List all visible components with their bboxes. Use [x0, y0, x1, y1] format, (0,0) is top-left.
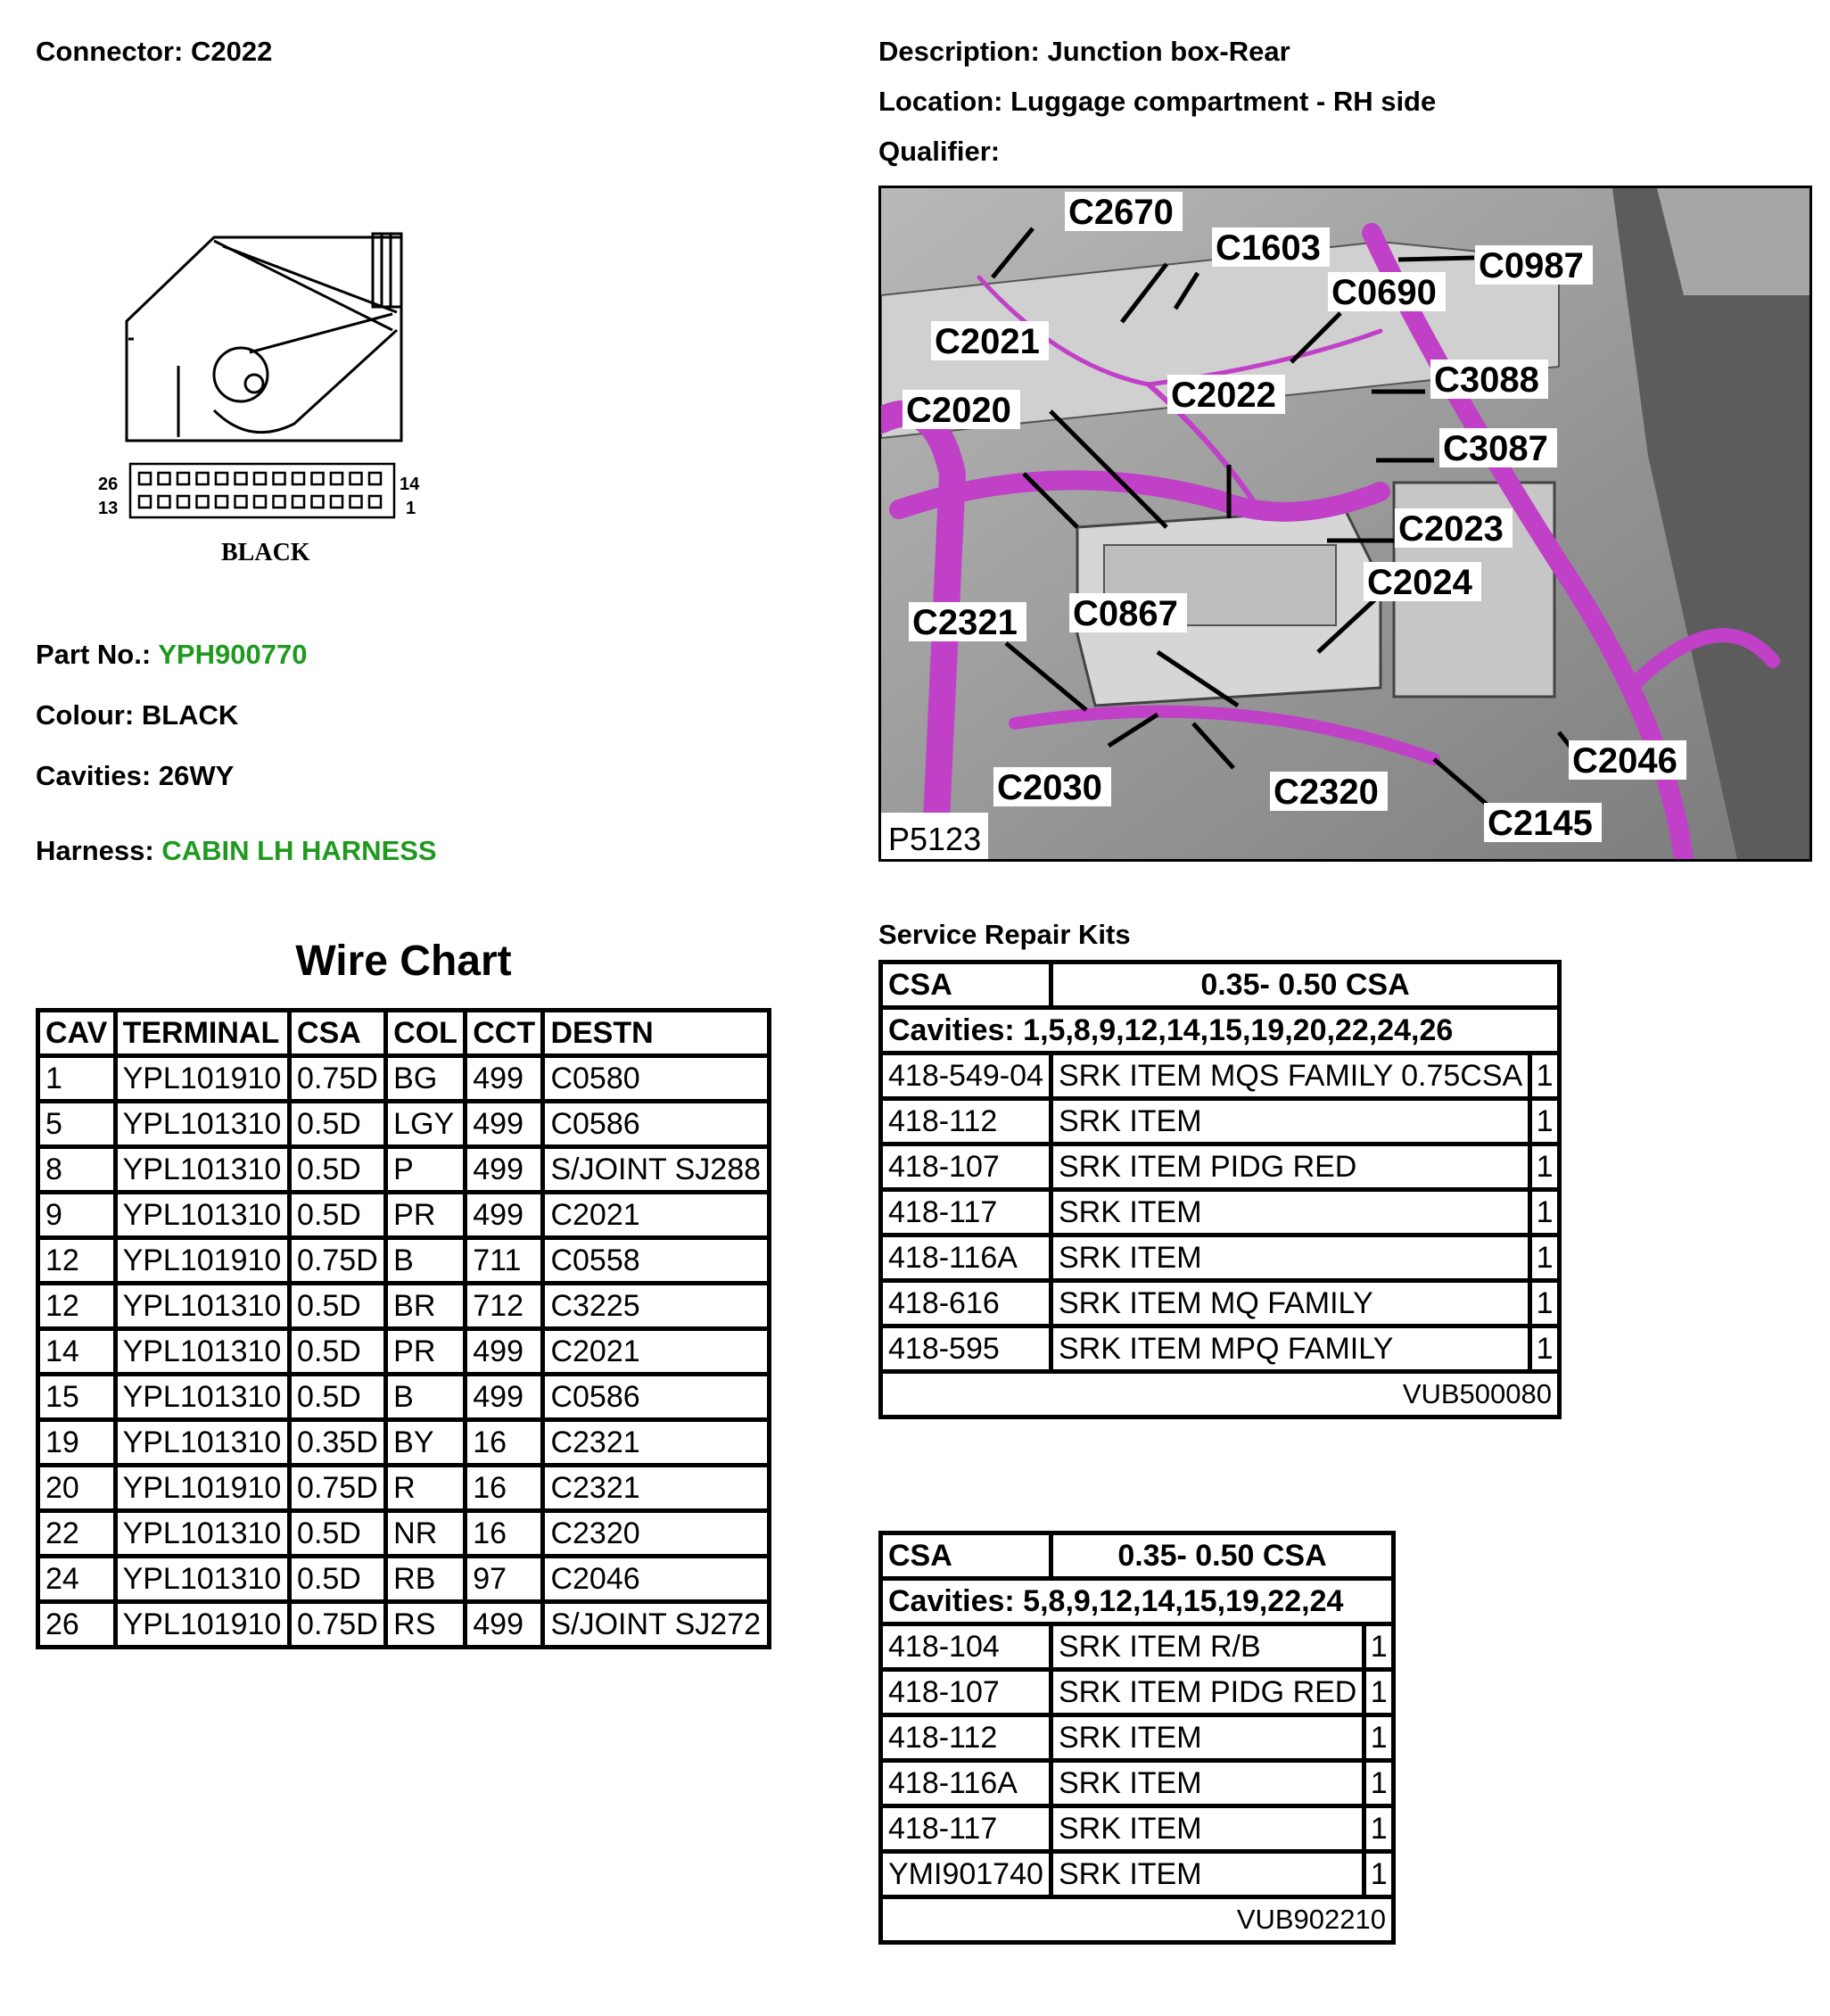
pin-label-1: 1 — [406, 499, 416, 518]
pin-cavity — [331, 496, 342, 508]
table-row — [38, 1147, 770, 1193]
kit-part-number: 418-116A — [881, 1235, 1051, 1281]
table-cell: YPL101910 — [115, 1238, 289, 1284]
table-cell: 16 — [466, 1511, 543, 1557]
wire-chart-header-row — [38, 1011, 770, 1056]
kit-item-qty: 1 — [1530, 1144, 1560, 1190]
pin-cavity — [177, 496, 189, 508]
table-cell: 0.35D — [290, 1420, 386, 1466]
kit-csa-value: 0.35- 0.50 CSA — [1051, 963, 1559, 1008]
kit-item-qty: 1 — [1364, 1761, 1394, 1806]
kit-item-qty: 1 — [1530, 1099, 1560, 1144]
table-cell: C0580 — [543, 1056, 770, 1102]
pin-cavity — [197, 496, 209, 508]
kit-csa-label: CSA — [881, 1533, 1051, 1579]
table-row — [38, 1329, 770, 1375]
kit-cavities: Cavities: 1,5,8,9,12,14,15,19,20,22,24,26 — [881, 1008, 1560, 1053]
table-cell: C2021 — [543, 1193, 770, 1238]
location-value: Luggage compartment - RH side — [1010, 86, 1437, 117]
kit-item-description: SRK ITEM — [1051, 1235, 1529, 1281]
table-row — [881, 1624, 1394, 1670]
table-cell: YPL101310 — [115, 1193, 289, 1238]
table-cell: RS — [386, 1602, 466, 1648]
connector-line — [36, 36, 272, 68]
qualifier-label: Qualifier: — [878, 136, 1001, 167]
table-cell: 26 — [38, 1602, 116, 1648]
pin-cavity — [369, 496, 381, 508]
srk-title: Service Repair Kits — [878, 919, 1131, 950]
srk-table-1 — [878, 960, 1562, 1419]
table-cell: 8 — [38, 1147, 116, 1193]
table-cell: RB — [386, 1557, 466, 1602]
table-cell: YPL101310 — [115, 1420, 289, 1466]
table-row — [881, 1761, 1394, 1806]
pin-cavity — [197, 473, 209, 484]
colour-value: BLACK — [141, 699, 239, 731]
table-row — [881, 1715, 1394, 1761]
table-cell: B — [386, 1375, 466, 1420]
location-label: Location: — [878, 86, 1003, 117]
qualifier-line — [878, 136, 1000, 168]
table-row — [38, 1466, 770, 1511]
table-cell: 12 — [38, 1284, 116, 1329]
table-cell: YPL101910 — [115, 1466, 289, 1511]
table-cell: C2321 — [543, 1420, 770, 1466]
cavities-value: 26WY — [158, 760, 235, 791]
srk-table-2 — [878, 1531, 1396, 1945]
table-cell: YPL101910 — [115, 1602, 289, 1648]
callout-label: C2022 — [1171, 376, 1276, 415]
kit-item-qty: 1 — [1364, 1715, 1394, 1761]
table-row — [881, 1806, 1394, 1852]
kit-item-description: SRK ITEM PIDG RED — [1051, 1670, 1364, 1715]
table-cell: 0.75D — [290, 1238, 386, 1284]
table-row — [38, 1602, 770, 1648]
table-cell: 20 — [38, 1466, 116, 1511]
table-cell: 499 — [466, 1329, 543, 1375]
table-cell: 711 — [466, 1238, 543, 1284]
pin-cavity — [216, 496, 227, 508]
colour-label: Colour: — [36, 699, 135, 731]
kit-csa-label: CSA — [881, 963, 1051, 1008]
harness-label: Harness: — [36, 835, 154, 866]
kit-part-number: 418-549-04 — [881, 1053, 1051, 1099]
kit-number: VUB902210 — [881, 1897, 1394, 1943]
callout-label: C2023 — [1398, 509, 1504, 549]
pin-cavity — [235, 496, 247, 508]
kit-item-qty: 1 — [1530, 1053, 1560, 1099]
kit-part-number: 418-112 — [881, 1099, 1051, 1144]
cavities-label: Cavities: — [36, 760, 152, 791]
callout-label: C2020 — [906, 391, 1011, 430]
table-cell: 5 — [38, 1102, 116, 1147]
table-cell: YPL101910 — [115, 1056, 289, 1102]
table-cell: 22 — [38, 1511, 116, 1557]
kit-item-description: SRK ITEM R/B — [1051, 1624, 1364, 1670]
kit-part-number: YMI901740 — [881, 1852, 1051, 1897]
pin-cavity — [369, 473, 381, 484]
pin-cavity — [350, 473, 362, 484]
kit-part-number: 418-112 — [881, 1715, 1051, 1761]
kit-number-row — [881, 1897, 1394, 1943]
description-line — [878, 36, 1290, 68]
wire-col-header: DESTN — [543, 1011, 770, 1056]
wire-chart-title: Wire Chart — [295, 938, 512, 985]
table-cell: 0.75D — [290, 1466, 386, 1511]
table-cell: 24 — [38, 1557, 116, 1602]
table-cell: C2021 — [543, 1329, 770, 1375]
kit-part-number: 418-117 — [881, 1190, 1051, 1235]
photo-ref: P5123 — [888, 821, 982, 857]
callout-label: C2046 — [1572, 741, 1678, 781]
table-cell: LGY — [386, 1102, 466, 1147]
kit-item-description: SRK ITEM — [1051, 1190, 1529, 1235]
kit-item-description: SRK ITEM — [1051, 1715, 1364, 1761]
pin-cavity — [139, 496, 151, 508]
table-cell: 19 — [38, 1420, 116, 1466]
table-row — [881, 1099, 1560, 1144]
table-cell: 499 — [466, 1193, 543, 1238]
kit-part-number: 418-117 — [881, 1806, 1051, 1852]
description-label: Description: — [878, 36, 1040, 67]
callout-label: C0987 — [1479, 246, 1584, 285]
table-row — [38, 1557, 770, 1602]
table-row — [38, 1238, 770, 1284]
part-value[interactable]: YPH900770 — [158, 639, 308, 670]
drawing-colour-label: BLACK — [221, 539, 310, 566]
part-line — [36, 639, 307, 671]
wire-col-header: CSA — [290, 1011, 386, 1056]
kit-item-description: SRK ITEM — [1051, 1761, 1364, 1806]
table-cell: BG — [386, 1056, 466, 1102]
table-cell: YPL101310 — [115, 1557, 289, 1602]
harness-line — [36, 835, 437, 867]
table-cell: C2320 — [543, 1511, 770, 1557]
table-cell: PR — [386, 1329, 466, 1375]
kit-csa-value: 0.35- 0.50 CSA — [1051, 1533, 1393, 1579]
table-cell: 0.5D — [290, 1193, 386, 1238]
callout-label: C3087 — [1443, 429, 1548, 468]
table-cell: 1 — [38, 1056, 116, 1102]
table-cell: NR — [386, 1511, 466, 1557]
table-row — [38, 1102, 770, 1147]
pin-label-26: 26 — [98, 475, 119, 494]
table-cell: YPL101310 — [115, 1147, 289, 1193]
table-cell: R — [386, 1466, 466, 1511]
table-cell: C3225 — [543, 1284, 770, 1329]
table-cell: 0.5D — [290, 1511, 386, 1557]
pin-cavity — [293, 473, 304, 484]
callout-label: C2145 — [1488, 804, 1593, 843]
colour-line — [36, 699, 238, 731]
table-cell: PR — [386, 1193, 466, 1238]
table-cell: YPL101310 — [115, 1375, 289, 1420]
kit-item-description: SRK ITEM MQS FAMILY 0.75CSA — [1051, 1053, 1529, 1099]
callout-label: C2320 — [1274, 773, 1379, 812]
description-value: Junction box-Rear — [1047, 36, 1290, 67]
table-cell: 499 — [466, 1056, 543, 1102]
table-row — [881, 1053, 1560, 1099]
kit-number-row — [881, 1372, 1560, 1417]
table-cell: C2321 — [543, 1466, 770, 1511]
callout-label: C3088 — [1434, 360, 1539, 400]
kit-part-number: 418-104 — [881, 1624, 1051, 1670]
table-row — [38, 1284, 770, 1329]
callout-label: C1603 — [1216, 228, 1321, 268]
connector-drawing — [89, 223, 446, 580]
kit-item-qty: 1 — [1530, 1326, 1560, 1372]
table-cell: 499 — [466, 1102, 543, 1147]
kit-part-number: 418-616 — [881, 1281, 1051, 1326]
table-row — [881, 1235, 1560, 1281]
harness-value[interactable]: CABIN LH HARNESS — [161, 835, 437, 866]
table-row — [38, 1375, 770, 1420]
table-cell: 15 — [38, 1375, 116, 1420]
table-cell: C0586 — [543, 1375, 770, 1420]
table-cell: 499 — [466, 1147, 543, 1193]
table-row — [881, 1326, 1560, 1372]
pin-cavity — [159, 473, 170, 484]
table-row — [38, 1056, 770, 1102]
kit-item-qty: 1 — [1364, 1806, 1394, 1852]
table-cell: 97 — [466, 1557, 543, 1602]
pin-cavity — [274, 473, 285, 484]
pin-cavity — [159, 496, 170, 508]
table-cell: C0586 — [543, 1102, 770, 1147]
callout-label: C2030 — [997, 768, 1102, 807]
kit-csa-row — [881, 1533, 1394, 1579]
table-cell: 712 — [466, 1284, 543, 1329]
table-cell: 0.75D — [290, 1602, 386, 1648]
kit-cavities: Cavities: 5,8,9,12,14,15,19,22,24 — [881, 1579, 1394, 1624]
table-cell: C0558 — [543, 1238, 770, 1284]
kit-item-description: SRK ITEM — [1051, 1099, 1529, 1144]
connector-label: Connector: — [36, 36, 184, 67]
table-cell: S/JOINT SJ288 — [543, 1147, 770, 1193]
kit-cavities-row — [881, 1008, 1560, 1053]
table-row — [881, 1670, 1394, 1715]
table-cell: YPL101310 — [115, 1511, 289, 1557]
table-cell: 0.5D — [290, 1329, 386, 1375]
pin-cavity — [254, 496, 266, 508]
kit-item-qty: 1 — [1530, 1281, 1560, 1326]
kit-cavities-row — [881, 1579, 1394, 1624]
kit-csa-row — [881, 963, 1560, 1008]
pin-label-13: 13 — [98, 499, 119, 518]
table-cell: 16 — [466, 1420, 543, 1466]
table-cell: P — [386, 1147, 466, 1193]
pin-cavity — [312, 473, 324, 484]
part-label: Part No.: — [36, 639, 152, 670]
callout-label: C0690 — [1331, 273, 1437, 312]
table-row — [38, 1420, 770, 1466]
table-cell: S/JOINT SJ272 — [543, 1602, 770, 1648]
cavities-line — [36, 760, 234, 792]
table-cell: 16 — [466, 1466, 543, 1511]
kit-part-number: 418-107 — [881, 1144, 1051, 1190]
table-row — [881, 1144, 1560, 1190]
location-photo — [878, 186, 1812, 862]
table-cell: 0.75D — [290, 1056, 386, 1102]
kit-item-qty: 1 — [1364, 1670, 1394, 1715]
table-cell: B — [386, 1238, 466, 1284]
kit-part-number: 418-107 — [881, 1670, 1051, 1715]
table-row — [38, 1193, 770, 1238]
kit-item-description: SRK ITEM MPQ FAMILY — [1051, 1326, 1529, 1372]
connector-value: C2022 — [190, 36, 273, 67]
callout-label: C2321 — [912, 603, 1018, 642]
table-row — [881, 1281, 1560, 1326]
kit-item-description: SRK ITEM MQ FAMILY — [1051, 1281, 1529, 1326]
kit-item-qty: 1 — [1364, 1624, 1394, 1670]
pin-cavity — [293, 496, 304, 508]
location-line — [878, 86, 1436, 118]
wire-col-header: CCT — [466, 1011, 543, 1056]
wire-col-header: COL — [386, 1011, 466, 1056]
table-cell: 0.5D — [290, 1284, 386, 1329]
table-cell: 14 — [38, 1329, 116, 1375]
table-cell: BY — [386, 1420, 466, 1466]
pin-cavity — [235, 473, 247, 484]
table-cell: 0.5D — [290, 1102, 386, 1147]
pin-cavity — [274, 496, 285, 508]
kit-item-description: SRK ITEM — [1051, 1852, 1364, 1897]
callout-label: C2021 — [935, 322, 1040, 361]
table-cell: YPL101310 — [115, 1329, 289, 1375]
kit-item-description: SRK ITEM — [1051, 1806, 1364, 1852]
callout-label: C0867 — [1073, 594, 1178, 633]
table-cell: 9 — [38, 1193, 116, 1238]
table-row — [881, 1190, 1560, 1235]
table-cell: 0.5D — [290, 1147, 386, 1193]
table-cell: 499 — [466, 1602, 543, 1648]
table-cell: YPL101310 — [115, 1284, 289, 1329]
pin-cavity — [139, 473, 151, 484]
kit-item-qty: 1 — [1530, 1235, 1560, 1281]
kit-item-description: SRK ITEM PIDG RED — [1051, 1144, 1529, 1190]
kit-item-qty: 1 — [1364, 1852, 1394, 1897]
pin-cavity — [312, 496, 324, 508]
table-cell: BR — [386, 1284, 466, 1329]
kit-number: VUB500080 — [881, 1372, 1560, 1417]
kit-part-number: 418-116A — [881, 1761, 1051, 1806]
pin-cavity — [331, 473, 342, 484]
callout-label: C2024 — [1367, 563, 1472, 602]
pin-cavity — [216, 473, 227, 484]
table-cell: C2046 — [543, 1557, 770, 1602]
callout-label: C2670 — [1068, 193, 1174, 232]
pin-cavity — [254, 473, 266, 484]
kit-item-qty: 1 — [1530, 1190, 1560, 1235]
pin-cavity — [350, 496, 362, 508]
table-row — [881, 1852, 1394, 1897]
photo-illustration — [881, 188, 1809, 859]
pin-cavity — [177, 473, 189, 484]
table-cell: 499 — [466, 1375, 543, 1420]
pin-label-14: 14 — [400, 475, 420, 494]
wire-chart-table — [36, 1008, 771, 1649]
table-cell: 0.5D — [290, 1375, 386, 1420]
kit-part-number: 418-595 — [881, 1326, 1051, 1372]
wire-col-header: CAV — [38, 1011, 116, 1056]
wire-col-header: TERMINAL — [115, 1011, 289, 1056]
table-cell: 0.5D — [290, 1557, 386, 1602]
table-row — [38, 1511, 770, 1557]
table-cell: 12 — [38, 1238, 116, 1284]
table-cell: YPL101310 — [115, 1102, 289, 1147]
